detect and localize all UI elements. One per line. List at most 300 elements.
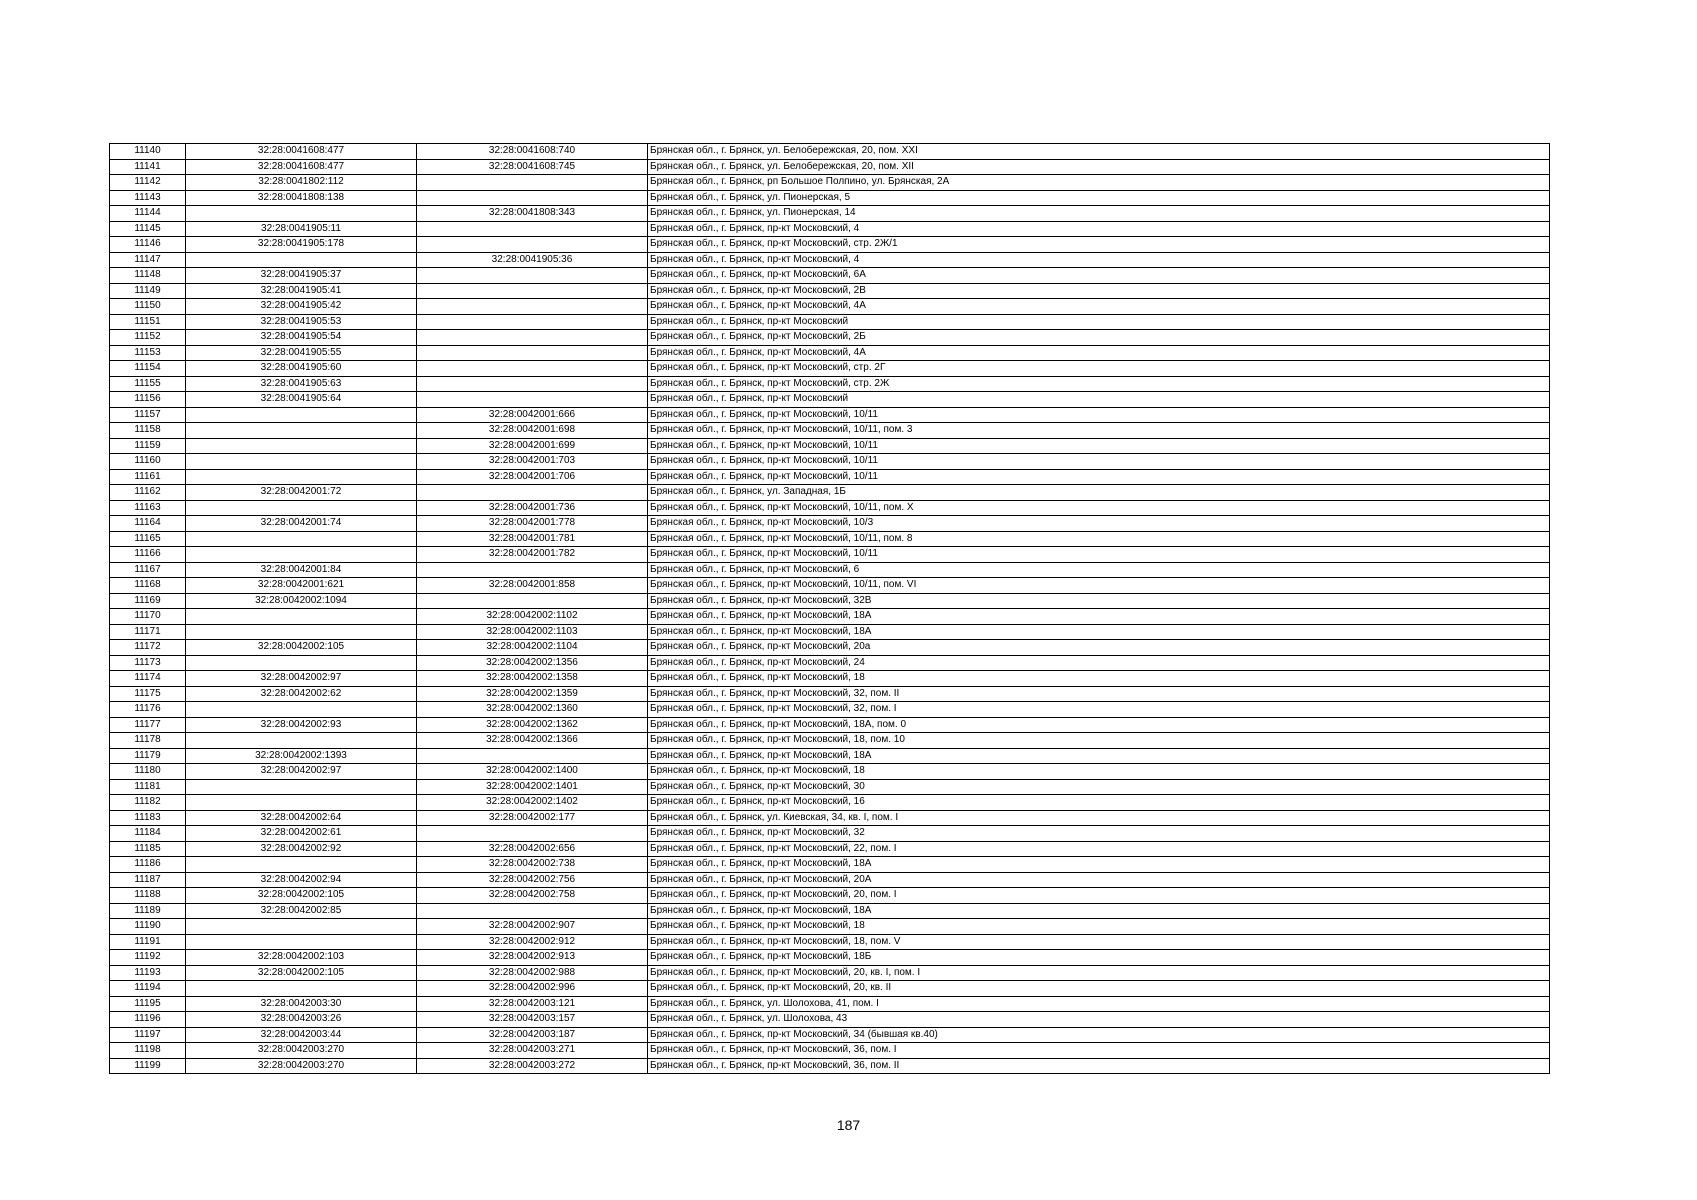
object-cadastral-number-cell: 32:28:0042002:1358 [417,671,648,687]
land-cadastral-number-cell: 32:28:0041905:11 [186,221,417,237]
land-cadastral-number-cell: 32:28:0042002:103 [186,950,417,966]
address-cell: Брянская обл., г. Брянск, пр-кт Московский, стр. 2Ж [648,376,1550,392]
object-cadastral-number-cell: 32:28:0042001:782 [417,547,648,563]
row-number-cell: 11163 [110,500,186,516]
row-number-cell: 11181 [110,779,186,795]
object-cadastral-number-cell: 32:28:0042002:1366 [417,733,648,749]
object-cadastral-number-cell [417,392,648,408]
object-cadastral-number-cell: 32:28:0042001:778 [417,516,648,532]
land-cadastral-number-cell: 32:28:0042002:105 [186,640,417,656]
address-cell: Брянская обл., г. Брянск, пр-кт Московский, 32 [648,826,1550,842]
row-number-cell: 11179 [110,748,186,764]
row-number-cell: 11194 [110,981,186,997]
address-cell: Брянская обл., г. Брянск, пр-кт Московский, 18, пом. 10 [648,733,1550,749]
row-number-cell: 11147 [110,252,186,268]
address-cell: Брянская обл., г. Брянск, пр-кт Московский, 18А [648,857,1550,873]
land-cadastral-number-cell: 32:28:0041905:63 [186,376,417,392]
table-row [110,810,1550,826]
object-cadastral-number-cell [417,903,648,919]
table-row [110,841,1550,857]
table-row [110,1058,1550,1074]
table-row [110,237,1550,253]
land-cadastral-number-cell [186,469,417,485]
table-row [110,159,1550,175]
address-cell: Брянская обл., г. Брянск, пр-кт Московский, 18А [648,624,1550,640]
object-cadastral-number-cell: 32:28:0041608:740 [417,144,648,160]
land-cadastral-number-cell: 32:28:0042002:105 [186,888,417,904]
row-number-cell: 11149 [110,283,186,299]
land-cadastral-number-cell [186,206,417,222]
object-cadastral-number-cell [417,314,648,330]
land-cadastral-number-cell: 32:28:0042002:85 [186,903,417,919]
object-cadastral-number-cell [417,376,648,392]
object-cadastral-number-cell: 32:28:0042003:272 [417,1058,648,1074]
land-cadastral-number-cell: 32:28:0041802:112 [186,175,417,191]
object-cadastral-number-cell: 32:28:0042001:858 [417,578,648,594]
address-cell: Брянская обл., г. Брянск, пр-кт Московский, 6 [648,562,1550,578]
address-cell: Брянская обл., г. Брянск, пр-кт Московский, 10/11, пом. X [648,500,1550,516]
table-row [110,330,1550,346]
row-number-cell: 11165 [110,531,186,547]
row-number-cell: 11185 [110,841,186,857]
address-cell: Брянская обл., г. Брянск, пр-кт Московский, 4 [648,221,1550,237]
table-row [110,934,1550,950]
table-row [110,562,1550,578]
object-cadastral-number-cell [417,593,648,609]
row-number-cell: 11144 [110,206,186,222]
object-cadastral-number-cell: 32:28:0042002:758 [417,888,648,904]
row-number-cell: 11196 [110,1012,186,1028]
address-cell: Брянская обл., г. Брянск, пр-кт Московский, 10/11 [648,454,1550,470]
row-number-cell: 11154 [110,361,186,377]
address-cell: Брянская обл., г. Брянск, пр-кт Московский, 18А, пом. 0 [648,717,1550,733]
object-cadastral-number-cell [417,826,648,842]
row-number-cell: 11161 [110,469,186,485]
table-row [110,578,1550,594]
table-row [110,779,1550,795]
table-row [110,795,1550,811]
address-cell: Брянская обл., г. Брянск, пр-кт Московский, 10/11 [648,438,1550,454]
object-cadastral-number-cell: 32:28:0042001:736 [417,500,648,516]
address-cell: Брянская обл., г. Брянск, пр-кт Московский, 2Б [648,330,1550,346]
object-cadastral-number-cell: 32:28:0042002:1400 [417,764,648,780]
address-cell: Брянская обл., г. Брянск, ул. Пионерская, 5 [648,190,1550,206]
land-cadastral-number-cell: 32:28:0042002:94 [186,872,417,888]
object-cadastral-number-cell: 32:28:0042003:271 [417,1043,648,1059]
object-cadastral-number-cell: 32:28:0042001:703 [417,454,648,470]
address-cell: Брянская обл., г. Брянск, пр-кт Московский, 20, пом. I [648,888,1550,904]
land-cadastral-number-cell: 32:28:0042003:44 [186,1027,417,1043]
table-row [110,283,1550,299]
address-cell: Брянская обл., г. Брянск, пр-кт Московский, 4А [648,345,1550,361]
table-row [110,485,1550,501]
row-number-cell: 11186 [110,857,186,873]
object-cadastral-number-cell: 32:28:0042001:781 [417,531,648,547]
address-cell: Брянская обл., г. Брянск, пр-кт Московский, 6А [648,268,1550,284]
land-cadastral-number-cell [186,655,417,671]
address-cell: Брянская обл., г. Брянск, пр-кт Московский, 18 [648,764,1550,780]
address-cell: Брянская обл., г. Брянск, пр-кт Московский, 10/11 [648,547,1550,563]
object-cadastral-number-cell [417,221,648,237]
table-row [110,516,1550,532]
land-cadastral-number-cell: 32:28:0041905:53 [186,314,417,330]
row-number-cell: 11151 [110,314,186,330]
object-cadastral-number-cell: 32:28:0042003:121 [417,996,648,1012]
address-cell: Брянская обл., г. Брянск, пр-кт Московский, 10/11, пом. 8 [648,531,1550,547]
land-cadastral-number-cell: 32:28:0042002:97 [186,671,417,687]
object-cadastral-number-cell: 32:28:0042002:1104 [417,640,648,656]
row-number-cell: 11143 [110,190,186,206]
object-cadastral-number-cell: 32:28:0042002:913 [417,950,648,966]
table-row [110,593,1550,609]
land-cadastral-number-cell: 32:28:0042001:72 [186,485,417,501]
object-cadastral-number-cell [417,190,648,206]
table-row [110,547,1550,563]
table-row [110,748,1550,764]
object-cadastral-number-cell: 32:28:0042002:912 [417,934,648,950]
land-cadastral-number-cell: 32:28:0041608:477 [186,159,417,175]
address-cell: Брянская обл., г. Брянск, рп Большое Полпино, ул. Брянская, 2А [648,175,1550,191]
address-cell: Брянская обл., г. Брянск, пр-кт Московский, 24 [648,655,1550,671]
land-cadastral-number-cell: 32:28:0042001:621 [186,578,417,594]
object-cadastral-number-cell [417,299,648,315]
land-cadastral-number-cell: 32:28:0042003:30 [186,996,417,1012]
table-row [110,950,1550,966]
land-cadastral-number-cell [186,500,417,516]
object-cadastral-number-cell: 32:28:0042002:1359 [417,686,648,702]
row-number-cell: 11174 [110,671,186,687]
address-cell: Брянская обл., г. Брянск, ул. Шолохова, 41, пом. I [648,996,1550,1012]
row-number-cell: 11182 [110,795,186,811]
land-cadastral-number-cell: 32:28:0042002:93 [186,717,417,733]
land-cadastral-number-cell: 32:28:0041905:178 [186,237,417,253]
row-number-cell: 11145 [110,221,186,237]
object-cadastral-number-cell [417,268,648,284]
address-cell: Брянская обл., г. Брянск, пр-кт Московский, 4 [648,252,1550,268]
table-row [110,1043,1550,1059]
table-row [110,500,1550,516]
address-cell: Брянская обл., г. Брянск, пр-кт Московский, 10/11, пом. VI [648,578,1550,594]
table-row [110,903,1550,919]
object-cadastral-number-cell [417,175,648,191]
row-number-cell: 11172 [110,640,186,656]
land-cadastral-number-cell: 32:28:0042001:84 [186,562,417,578]
table-row [110,206,1550,222]
row-number-cell: 11156 [110,392,186,408]
object-cadastral-number-cell: 32:28:0041808:343 [417,206,648,222]
row-number-cell: 11177 [110,717,186,733]
table-row [110,299,1550,315]
address-cell: Брянская обл., г. Брянск, пр-кт Московский, 32, пом. II [648,686,1550,702]
land-cadastral-number-cell: 32:28:0042003:270 [186,1043,417,1059]
row-number-cell: 11191 [110,934,186,950]
land-cadastral-number-cell: 32:28:0041905:64 [186,392,417,408]
address-cell: Брянская обл., г. Брянск, пр-кт Московский [648,314,1550,330]
object-cadastral-number-cell [417,361,648,377]
object-cadastral-number-cell: 32:28:0042002:1401 [417,779,648,795]
row-number-cell: 11152 [110,330,186,346]
address-cell: Брянская обл., г. Брянск, ул. Белобережская, 20, пом. XXI [648,144,1550,160]
land-cadastral-number-cell: 32:28:0041905:60 [186,361,417,377]
table-row [110,872,1550,888]
row-number-cell: 11153 [110,345,186,361]
address-cell: Брянская обл., г. Брянск, пр-кт Московский, 10/11 [648,469,1550,485]
object-cadastral-number-cell [417,345,648,361]
row-number-cell: 11169 [110,593,186,609]
address-cell: Брянская обл., г. Брянск, пр-кт Московский, 32В [648,593,1550,609]
object-cadastral-number-cell [417,237,648,253]
object-cadastral-number-cell: 32:28:0042002:988 [417,965,648,981]
address-cell: Брянская обл., г. Брянск, пр-кт Московский, 20, кв. II [648,981,1550,997]
address-cell: Брянская обл., г. Брянск, пр-кт Московский, 18А [648,748,1550,764]
land-cadastral-number-cell [186,438,417,454]
row-number-cell: 11192 [110,950,186,966]
table-row [110,655,1550,671]
land-cadastral-number-cell: 32:28:0041808:138 [186,190,417,206]
row-number-cell: 11146 [110,237,186,253]
object-cadastral-number-cell: 32:28:0042002:656 [417,841,648,857]
land-cadastral-number-cell: 32:28:0041905:41 [186,283,417,299]
row-number-cell: 11158 [110,423,186,439]
table-row [110,376,1550,392]
address-cell: Брянская обл., г. Брянск, пр-кт Московский, 10/11 [648,407,1550,423]
land-cadastral-number-cell [186,423,417,439]
land-cadastral-number-cell: 32:28:0042001:74 [186,516,417,532]
address-cell: Брянская обл., г. Брянск, пр-кт Московский, стр. 2Ж/1 [648,237,1550,253]
land-cadastral-number-cell [186,252,417,268]
land-cadastral-number-cell [186,857,417,873]
address-cell: Брянская обл., г. Брянск, пр-кт Московский, 36, пом. II [648,1058,1550,1074]
object-cadastral-number-cell: 32:28:0042002:177 [417,810,648,826]
address-cell: Брянская обл., г. Брянск, пр-кт Московский, 20, кв. I, пом. I [648,965,1550,981]
object-cadastral-number-cell: 32:28:0042002:1362 [417,717,648,733]
land-cadastral-number-cell: 32:28:0042002:1094 [186,593,417,609]
table-row [110,996,1550,1012]
address-cell: Брянская обл., г. Брянск, пр-кт Московский, 10/11, пом. 3 [648,423,1550,439]
land-cadastral-number-cell [186,702,417,718]
row-number-cell: 11183 [110,810,186,826]
address-cell: Брянская обл., г. Брянск, пр-кт Московский [648,392,1550,408]
table-row [110,857,1550,873]
land-cadastral-number-cell: 32:28:0042003:26 [186,1012,417,1028]
object-cadastral-number-cell [417,748,648,764]
address-cell: Брянская обл., г. Брянск, пр-кт Московский, 4А [648,299,1550,315]
row-number-cell: 11167 [110,562,186,578]
address-cell: Брянская обл., г. Брянск, пр-кт Московский, 18 [648,671,1550,687]
address-cell: Брянская обл., г. Брянск, пр-кт Московский, 20а [648,640,1550,656]
address-cell: Брянская обл., г. Брянск, ул. Белобережская, 20, пом. XII [648,159,1550,175]
table-row [110,686,1550,702]
object-cadastral-number-cell [417,562,648,578]
table-row [110,190,1550,206]
row-number-cell: 11197 [110,1027,186,1043]
object-cadastral-number-cell: 32:28:0042001:698 [417,423,648,439]
table-row [110,888,1550,904]
table-row [110,454,1550,470]
row-number-cell: 11157 [110,407,186,423]
row-number-cell: 11195 [110,996,186,1012]
table-row [110,438,1550,454]
table-row [110,965,1550,981]
address-cell: Брянская обл., г. Брянск, пр-кт Московский, 10/3 [648,516,1550,532]
land-cadastral-number-cell: 32:28:0041608:477 [186,144,417,160]
object-cadastral-number-cell: 32:28:0042001:666 [417,407,648,423]
address-cell: Брянская обл., г. Брянск, пр-кт Московский, 36, пом. I [648,1043,1550,1059]
address-cell: Брянская обл., г. Брянск, пр-кт Московский, 18, пом. V [648,934,1550,950]
land-cadastral-number-cell: 32:28:0042002:105 [186,965,417,981]
row-number-cell: 11180 [110,764,186,780]
land-cadastral-number-cell [186,733,417,749]
row-number-cell: 11150 [110,299,186,315]
table-row [110,624,1550,640]
row-number-cell: 11199 [110,1058,186,1074]
address-cell: Брянская обл., г. Брянск, пр-кт Московский, 16 [648,795,1550,811]
address-cell: Брянская обл., г. Брянск, ул. Западная, 1Б [648,485,1550,501]
land-cadastral-number-cell: 32:28:0042002:62 [186,686,417,702]
table-row [110,345,1550,361]
land-cadastral-number-cell: 32:28:0041905:42 [186,299,417,315]
table-row [110,764,1550,780]
land-cadastral-number-cell: 32:28:0041905:37 [186,268,417,284]
land-cadastral-number-cell: 32:28:0042003:270 [186,1058,417,1074]
table-row [110,407,1550,423]
row-number-cell: 11164 [110,516,186,532]
land-cadastral-number-cell [186,919,417,935]
land-cadastral-number-cell [186,795,417,811]
row-number-cell: 11190 [110,919,186,935]
object-cadastral-number-cell: 32:28:0042002:756 [417,872,648,888]
object-cadastral-number-cell: 32:28:0042003:187 [417,1027,648,1043]
row-number-cell: 11184 [110,826,186,842]
table-row [110,469,1550,485]
address-cell: Брянская обл., г. Брянск, пр-кт Московский, 2В [648,283,1550,299]
row-number-cell: 11155 [110,376,186,392]
address-cell: Брянская обл., г. Брянск, пр-кт Московский, 22, пом. I [648,841,1550,857]
row-number-cell: 11175 [110,686,186,702]
row-number-cell: 11159 [110,438,186,454]
object-cadastral-number-cell: 32:28:0042002:1103 [417,624,648,640]
object-cadastral-number-cell: 32:28:0042002:1102 [417,609,648,625]
land-cadastral-number-cell [186,981,417,997]
land-cadastral-number-cell: 32:28:0042002:92 [186,841,417,857]
object-cadastral-number-cell: 32:28:0041905:36 [417,252,648,268]
table-row [110,671,1550,687]
table-row [110,826,1550,842]
row-number-cell: 11141 [110,159,186,175]
address-cell: Брянская обл., г. Брянск, пр-кт Московский, 20А [648,872,1550,888]
object-cadastral-number-cell: 32:28:0042002:738 [417,857,648,873]
address-cell: Брянская обл., г. Брянск, пр-кт Московский, стр. 2Г [648,361,1550,377]
object-cadastral-number-cell: 32:28:0042002:996 [417,981,648,997]
table-row [110,981,1550,997]
table-row [110,531,1550,547]
object-cadastral-number-cell [417,330,648,346]
row-number-cell: 11198 [110,1043,186,1059]
land-cadastral-number-cell [186,779,417,795]
address-cell: Брянская обл., г. Брянск, пр-кт Московский, 18А [648,903,1550,919]
table-body [110,144,1550,1074]
land-cadastral-number-cell [186,934,417,950]
address-cell: Брянская обл., г. Брянск, пр-кт Московский, 18Б [648,950,1550,966]
registry-table [109,143,1550,1074]
land-cadastral-number-cell [186,547,417,563]
land-cadastral-number-cell: 32:28:0041905:55 [186,345,417,361]
object-cadastral-number-cell: 32:28:0042003:157 [417,1012,648,1028]
row-number-cell: 11187 [110,872,186,888]
object-cadastral-number-cell: 32:28:0042002:1402 [417,795,648,811]
row-number-cell: 11140 [110,144,186,160]
object-cadastral-number-cell: 32:28:0042002:1356 [417,655,648,671]
address-cell: Брянская обл., г. Брянск, пр-кт Московский, 30 [648,779,1550,795]
table-row [110,1012,1550,1028]
table-row [110,392,1550,408]
address-cell: Брянская обл., г. Брянск, ул. Киевская, 34, кв. I, пом. I [648,810,1550,826]
address-cell: Брянская обл., г. Брянск, пр-кт Московский, 34 (бывшая кв.40) [648,1027,1550,1043]
land-cadastral-number-cell: 32:28:0042002:97 [186,764,417,780]
table-row [110,361,1550,377]
row-number-cell: 11178 [110,733,186,749]
land-cadastral-number-cell [186,531,417,547]
row-number-cell: 11168 [110,578,186,594]
object-cadastral-number-cell: 32:28:0041608:745 [417,159,648,175]
address-cell: Брянская обл., г. Брянск, пр-кт Московский, 18А [648,609,1550,625]
row-number-cell: 11189 [110,903,186,919]
table-row [110,1027,1550,1043]
table-row [110,268,1550,284]
row-number-cell: 11173 [110,655,186,671]
land-cadastral-number-cell [186,609,417,625]
address-cell: Брянская обл., г. Брянск, пр-кт Московский, 18 [648,919,1550,935]
table-row [110,919,1550,935]
table-row [110,733,1550,749]
land-cadastral-number-cell: 32:28:0041905:54 [186,330,417,346]
object-cadastral-number-cell: 32:28:0042002:907 [417,919,648,935]
row-number-cell: 11193 [110,965,186,981]
row-number-cell: 11166 [110,547,186,563]
row-number-cell: 11160 [110,454,186,470]
row-number-cell: 11188 [110,888,186,904]
object-cadastral-number-cell: 32:28:0042001:706 [417,469,648,485]
row-number-cell: 11176 [110,702,186,718]
land-cadastral-number-cell: 32:28:0042002:1393 [186,748,417,764]
table-row [110,314,1550,330]
address-cell: Брянская обл., г. Брянск, ул. Пионерская, 14 [648,206,1550,222]
land-cadastral-number-cell: 32:28:0042002:64 [186,810,417,826]
table-row [110,252,1550,268]
land-cadastral-number-cell [186,407,417,423]
row-number-cell: 11170 [110,609,186,625]
land-cadastral-number-cell [186,624,417,640]
table-row [110,640,1550,656]
table-row [110,717,1550,733]
table-row [110,221,1550,237]
row-number-cell: 11162 [110,485,186,501]
object-cadastral-number-cell: 32:28:0042001:699 [417,438,648,454]
row-number-cell: 11148 [110,268,186,284]
object-cadastral-number-cell [417,485,648,501]
address-cell: Брянская обл., г. Брянск, пр-кт Московский, 32, пом. I [648,702,1550,718]
row-number-cell: 11171 [110,624,186,640]
address-cell: Брянская обл., г. Брянск, ул. Шолохова, 43 [648,1012,1550,1028]
table-row [110,609,1550,625]
land-cadastral-number-cell [186,454,417,470]
page-number: 187 [836,1117,861,1133]
table-row [110,702,1550,718]
object-cadastral-number-cell: 32:28:0042002:1360 [417,702,648,718]
table-row [110,423,1550,439]
table-row [110,175,1550,191]
object-cadastral-number-cell [417,283,648,299]
